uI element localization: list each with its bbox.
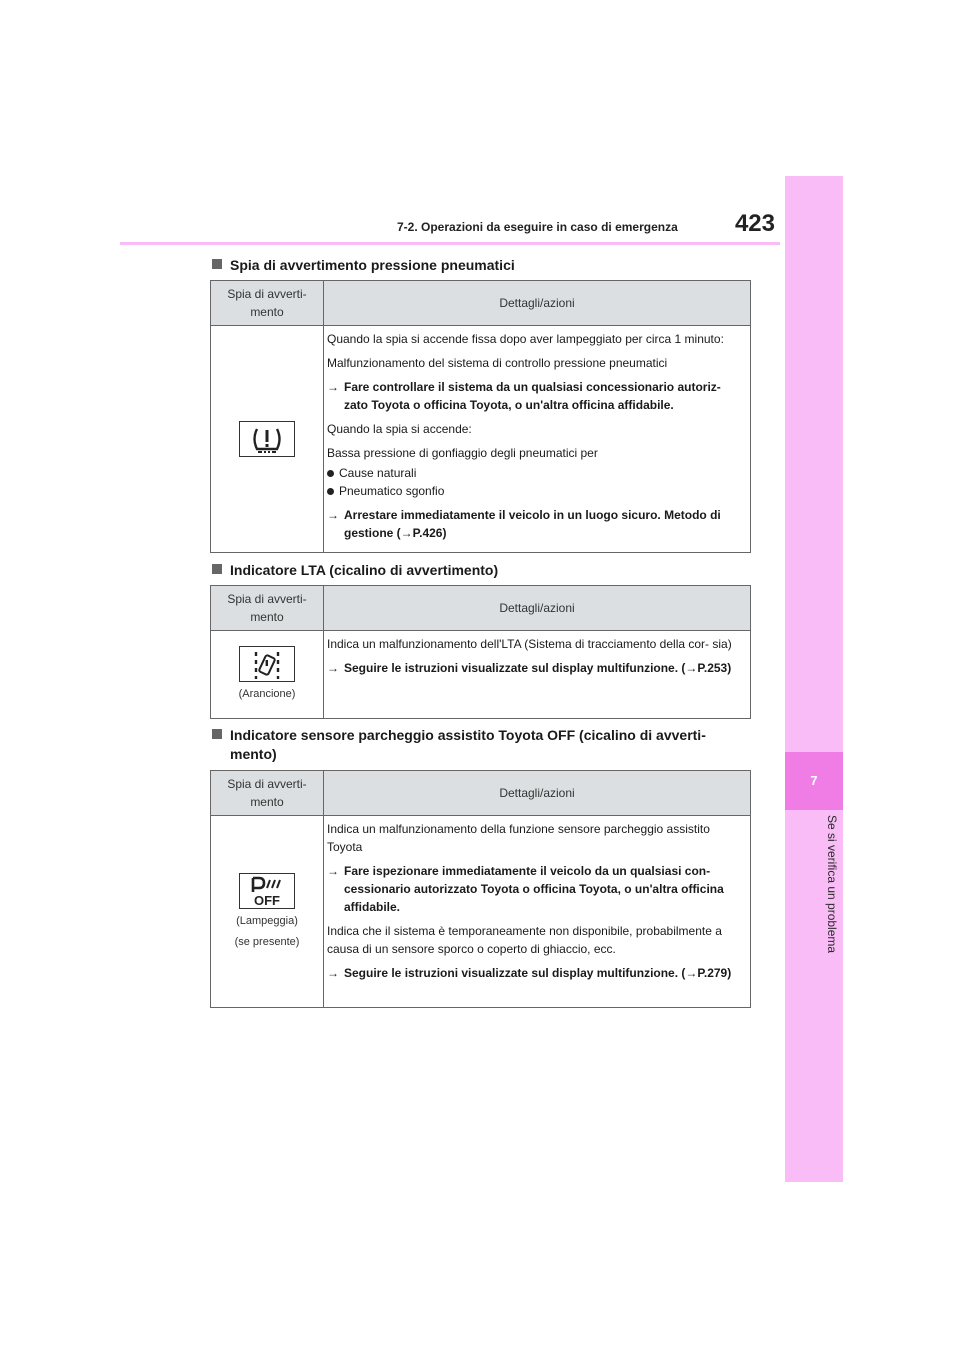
icon-cell [211,326,324,553]
action-row: → Arrestare immediatamente il veicolo in un luogo sicuro. Metodo di gestione (→P.426) [327,508,721,540]
text: Bassa pressione di gonfiaggio degli pneumatici per [327,446,598,460]
text: Quando la spia si accende: [327,422,472,436]
section-title-cont: mento) [230,746,277,762]
text: Indica che il sistema è temporaneamente non disponibile, probabilmente a causa di un sensore sporco o coperto di ghiaccio, ecc. [327,924,722,956]
parking-sensor-off-icon [239,873,295,909]
bullet-icon [327,470,334,477]
section-title: Indicatore sensore parcheggio assistito Toyota OFF (cicalino di avverti- [212,725,706,745]
square-bullet-icon [212,259,222,269]
header-rule [120,242,780,245]
warning-table [210,585,751,719]
icon-cell [211,631,324,719]
square-bullet-icon [212,564,222,574]
section-header: 7-2. Operazioni da eseguire in caso di emergenza [397,220,678,234]
bullet-icon [327,488,334,495]
column-header: Dettagli/azioni [324,586,751,631]
icon-caption: (Lampeggia) [236,914,298,927]
section-title: Indicatore LTA (cicalino di avvertimento) [212,560,498,580]
warning-table [210,280,751,553]
chapter-label: Se si verifica un problema [825,815,839,954]
tire-pressure-warning-icon [239,421,295,457]
text: Indica un malfunzionamento dell'LTA (Sistema di tracciamento della cor- sia) [327,637,732,651]
side-tab [785,176,843,1182]
icon-caption: (se presente) [234,935,300,948]
square-bullet-icon [212,729,222,739]
details-cell [324,326,751,553]
arrow-icon: → [327,508,339,522]
lta-warning-icon [239,646,295,682]
icon-caption: (Arancione) [238,688,296,700]
column-header: Spia di avverti- mento [211,771,324,816]
warning-table [210,770,751,1008]
column-header: Dettagli/azioni [324,281,751,326]
page-number: 423 [734,210,775,237]
text: Malfunzionamento del sistema di controllo pressione pneumatici [327,356,668,370]
text: Quando la spia si accende fissa dopo aver lampeggiato per circa 1 minuto: [327,332,724,346]
action-row: → Seguire le istruzioni visualizzate sul display multifunzione. (→P.279) [327,966,732,980]
arrow-icon: → [327,661,339,675]
icon-cell [211,816,324,1008]
arrow-icon: → [327,966,339,980]
details-cell [324,631,751,719]
section-title: Spia di avvertimento pressione pneumatici [212,255,515,275]
chapter-number-tab[interactable]: 7 [785,752,843,810]
list-item: Pneumatico sgonfio [327,482,746,500]
column-header: Spia di avverti- mento [211,586,324,631]
list-item: Cause naturali [327,464,746,482]
details-cell [324,816,751,1008]
column-header: Dettagli/azioni [324,771,751,816]
column-header: Spia di avverti- mento [211,281,324,326]
action-row: → Fare ispezionare immediatamente il veicolo da un qualsiasi con- cessionario autorizzato Toyota o officina Toyota, o un'altra officina affidabile. [327,864,724,914]
action-row: → Fare controllare il sistema da un qualsiasi concessionario autoriz- zato Toyota o officina Toyota, o un'altra officina affidabile. [327,380,721,412]
arrow-icon: → [327,864,339,878]
arrow-icon: → [327,380,339,394]
icon-text: OFF [254,892,280,908]
action-row: → Seguire le istruzioni visualizzate sul display multifunzione. (→P.253) [327,661,732,675]
text: Indica un malfunzionamento della funzione sensore parcheggio assistito Toyota [327,822,710,854]
